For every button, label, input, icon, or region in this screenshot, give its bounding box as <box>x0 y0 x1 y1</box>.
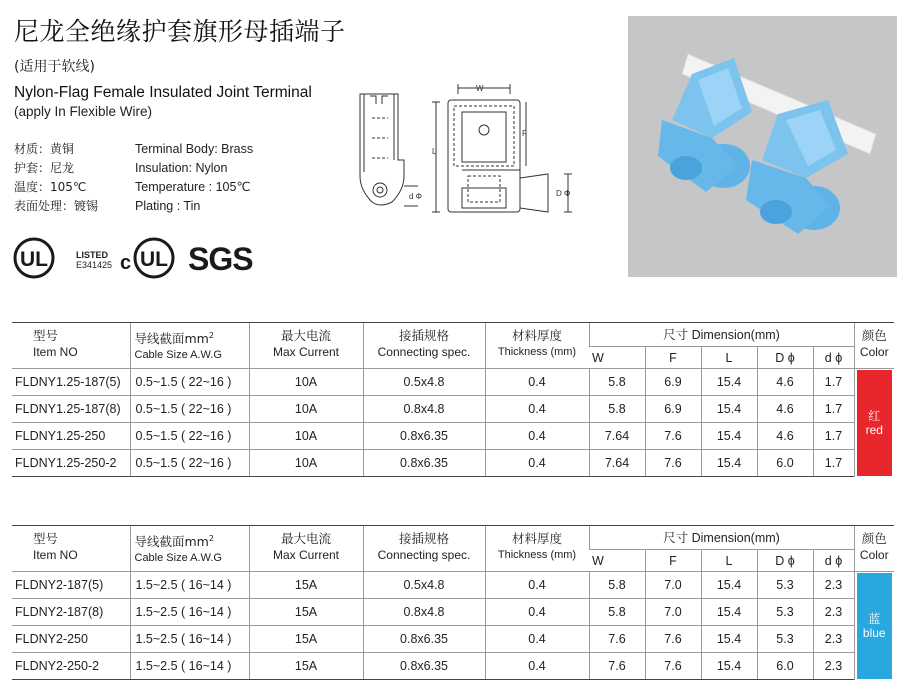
listed-number: E341425 <box>76 260 113 270</box>
spec-list <box>14 140 324 216</box>
cell-cable: 0.5~1.5 ( 22~16 ) <box>130 369 249 396</box>
table-header-row <box>12 323 894 347</box>
side-view <box>360 94 422 206</box>
col-header-D: D ϕ <box>757 347 813 369</box>
cell-D: 6.0 <box>757 450 813 477</box>
col-header-current: 最大电流 Max Current <box>249 526 363 572</box>
col-header-d: d ϕ <box>813 347 854 369</box>
spec-row-insulation <box>14 159 324 178</box>
ul-logo-text: UL <box>20 248 48 271</box>
cell-l: 15.4 <box>701 599 757 626</box>
cell-D: 6.0 <box>757 653 813 680</box>
cell-l: 15.4 <box>701 450 757 477</box>
front-view <box>432 84 572 212</box>
cell-thick: 0.4 <box>485 572 589 599</box>
cell-current: 15A <box>249 653 363 680</box>
cell-f: 7.6 <box>645 450 701 477</box>
spec-table-red <box>12 322 894 477</box>
cell-item: FLDNY1.25-187(5) <box>12 369 130 396</box>
col-header-thickness: 材料厚度 Thickness (mm) <box>485 526 589 572</box>
col-header-f: F <box>645 550 701 572</box>
col-header-connecting: 接插规格 Connecting spec. <box>363 526 485 572</box>
w-dimension-label: W <box>476 84 484 93</box>
product-subtitle-zh: (适用于软线) <box>14 59 95 75</box>
cell-w: 7.6 <box>589 653 645 680</box>
col-header-current: 最大电流 Max Current <box>249 323 363 369</box>
color-label-en: blue <box>862 625 886 640</box>
col-header-cable: 导线截面$mm^2$ Cable Size A.W.G <box>130 323 249 369</box>
cul-c-text: c <box>120 252 132 274</box>
cell-d: 1.7 <box>813 450 854 477</box>
cell-D: 5.3 <box>757 599 813 626</box>
col-header-connecting: 接插规格 Connecting spec. <box>363 323 485 369</box>
cell-item: FLDNY1.25-187(8) <box>12 396 130 423</box>
col-header-l: L <box>701 550 757 572</box>
cell-thick: 0.4 <box>485 369 589 396</box>
cell-f: 6.9 <box>645 396 701 423</box>
cell-w: 7.64 <box>589 423 645 450</box>
cell-w: 7.6 <box>589 626 645 653</box>
table-row <box>12 423 894 450</box>
spec-label-en: Temperature : 105℃ <box>135 180 251 194</box>
table-header-row <box>12 526 894 550</box>
cell-cable: 1.5~2.5 ( 16~14 ) <box>130 653 249 680</box>
cell-conn: 0.8x6.35 <box>363 653 485 680</box>
col-header-w: W <box>589 347 645 369</box>
cell-w: 7.64 <box>589 450 645 477</box>
cell-conn: 0.5x4.8 <box>363 572 485 599</box>
cul-logo-icon <box>120 236 180 285</box>
listed-mark <box>76 250 112 270</box>
cell-current: 10A <box>249 396 363 423</box>
cell-d: 2.3 <box>813 572 854 599</box>
d-dimension-label: D Φ <box>556 189 571 198</box>
spec-label-zh: 表面处理：镀锡 <box>14 199 99 213</box>
cell-l: 15.4 <box>701 396 757 423</box>
color-swatch-red <box>857 370 893 476</box>
cell-thick: 0.4 <box>485 396 589 423</box>
cul-logo-text: UL <box>140 248 168 271</box>
cell-item: FLDNY2-187(5) <box>12 572 130 599</box>
cell-thick: 0.4 <box>485 653 589 680</box>
cell-cable: 0.5~1.5 ( 22~16 ) <box>130 423 249 450</box>
cell-f: 7.6 <box>645 423 701 450</box>
cell-d: 2.3 <box>813 599 854 626</box>
cell-item: FLDNY2-250 <box>12 626 130 653</box>
cell-thick: 0.4 <box>485 626 589 653</box>
spec-label-zh: 温度：105℃ <box>14 180 87 194</box>
cell-item: FLDNY2-250-2 <box>12 653 130 680</box>
cell-conn: 0.8x4.8 <box>363 599 485 626</box>
cell-D: 4.6 <box>757 423 813 450</box>
cell-w: 5.8 <box>589 396 645 423</box>
cell-conn: 0.8x6.35 <box>363 423 485 450</box>
cell-d: 1.7 <box>813 369 854 396</box>
cell-D: 4.6 <box>757 369 813 396</box>
spec-label-en: Insulation: Nylon <box>135 161 228 175</box>
product-title-zh: 尼龙全绝缘护套旗形母插端子 <box>14 17 346 46</box>
col-header-item: 型号 Item NO <box>12 323 130 369</box>
spec-row-plating <box>14 197 324 216</box>
cell-current: 10A <box>249 423 363 450</box>
table-row <box>12 369 894 396</box>
cell-d: 2.3 <box>813 653 854 680</box>
cell-l: 15.4 <box>701 369 757 396</box>
cell-conn: 0.5x4.8 <box>363 369 485 396</box>
col-header-dimension: 尺寸 Dimension(mm) <box>589 526 854 550</box>
cell-f: 7.0 <box>645 572 701 599</box>
col-header-w: W <box>589 550 645 572</box>
cell-w: 5.8 <box>589 599 645 626</box>
col-header-l: L <box>701 347 757 369</box>
cell-f: 7.0 <box>645 599 701 626</box>
cell-current: 10A <box>249 369 363 396</box>
product-subtitle-en: (apply In Flexible Wire) <box>14 104 153 119</box>
cell-f: 7.6 <box>645 626 701 653</box>
col-header-cable: 导线截面$mm^2$ Cable Size A.W.G <box>130 526 249 572</box>
technical-drawing <box>350 78 590 233</box>
color-label-zh: 红 <box>868 408 881 423</box>
cell-l: 15.4 <box>701 626 757 653</box>
cell-item: FLDNY2-187(8) <box>12 599 130 626</box>
spec-row-material <box>14 140 324 159</box>
dphi-small-label: d Φ <box>409 192 423 201</box>
spec-row-temperature <box>14 178 324 197</box>
listed-label: LISTED <box>76 250 109 260</box>
cell-l: 15.4 <box>701 653 757 680</box>
spec-label-en: Terminal Body: Brass <box>135 142 254 156</box>
col-header-color: 颜色 Color <box>854 323 894 369</box>
spec-label-en: Plating : Tin <box>135 199 201 213</box>
col-header-f: F <box>645 347 701 369</box>
f-dimension-label: F <box>522 129 527 138</box>
product-title-en: Nylon-Flag Female Insulated Joint Terminal <box>14 84 312 101</box>
cell-d: 2.3 <box>813 626 854 653</box>
color-cell <box>854 369 894 477</box>
cell-D: 4.6 <box>757 396 813 423</box>
table-row <box>12 450 894 477</box>
cell-d: 1.7 <box>813 396 854 423</box>
spec-label-zh: 材质：黄铜 <box>14 142 75 156</box>
cell-l: 15.4 <box>701 572 757 599</box>
table-row <box>12 572 894 599</box>
cell-conn: 0.8x6.35 <box>363 626 485 653</box>
cell-D: 5.3 <box>757 626 813 653</box>
cell-cable: 1.5~2.5 ( 16~14 ) <box>130 572 249 599</box>
cell-item: FLDNY1.25-250-2 <box>12 450 130 477</box>
color-label-zh: 蓝 <box>868 611 881 626</box>
cell-thick: 0.4 <box>485 450 589 477</box>
col-header-thickness: 材料厚度 Thickness (mm) <box>485 323 589 369</box>
cell-l: 15.4 <box>701 423 757 450</box>
color-cell <box>854 572 894 680</box>
col-header-item: 型号 Item NO <box>12 526 130 572</box>
sgs-logo: SGS <box>188 241 253 277</box>
l-dimension-label: L <box>432 147 437 156</box>
cell-conn: 0.8x4.8 <box>363 396 485 423</box>
cell-cable: 0.5~1.5 ( 22~16 ) <box>130 396 249 423</box>
cell-w: 5.8 <box>589 572 645 599</box>
cell-current: 10A <box>249 450 363 477</box>
table-row <box>12 626 894 653</box>
cell-cable: 1.5~2.5 ( 16~14 ) <box>130 599 249 626</box>
cell-current: 15A <box>249 572 363 599</box>
cell-thick: 0.4 <box>485 423 589 450</box>
color-swatch-blue <box>857 573 893 679</box>
table-row <box>12 653 894 680</box>
col-header-D: D ϕ <box>757 550 813 572</box>
spec-table-blue <box>12 525 894 680</box>
col-header-dimension: 尺寸 Dimension(mm) <box>589 323 854 347</box>
col-header-d: d ϕ <box>813 550 854 572</box>
table-row <box>12 396 894 423</box>
product-photo <box>628 16 897 277</box>
cell-f: 7.6 <box>645 653 701 680</box>
cell-thick: 0.4 <box>485 599 589 626</box>
cell-D: 5.3 <box>757 572 813 599</box>
color-label-en: red <box>865 422 883 437</box>
cell-current: 15A <box>249 626 363 653</box>
cell-item: FLDNY1.25-250 <box>12 423 130 450</box>
cell-cable: 1.5~2.5 ( 16~14 ) <box>130 626 249 653</box>
col-header-color: 颜色 Color <box>854 526 894 572</box>
cell-w: 5.8 <box>589 369 645 396</box>
cell-f: 6.9 <box>645 369 701 396</box>
cell-d: 1.7 <box>813 423 854 450</box>
table-row <box>12 599 894 626</box>
cell-current: 15A <box>249 599 363 626</box>
ul-logo-icon <box>12 236 60 285</box>
cell-cable: 0.5~1.5 ( 22~16 ) <box>130 450 249 477</box>
spec-label-zh: 护套：尼龙 <box>14 161 75 175</box>
cell-conn: 0.8x6.35 <box>363 450 485 477</box>
